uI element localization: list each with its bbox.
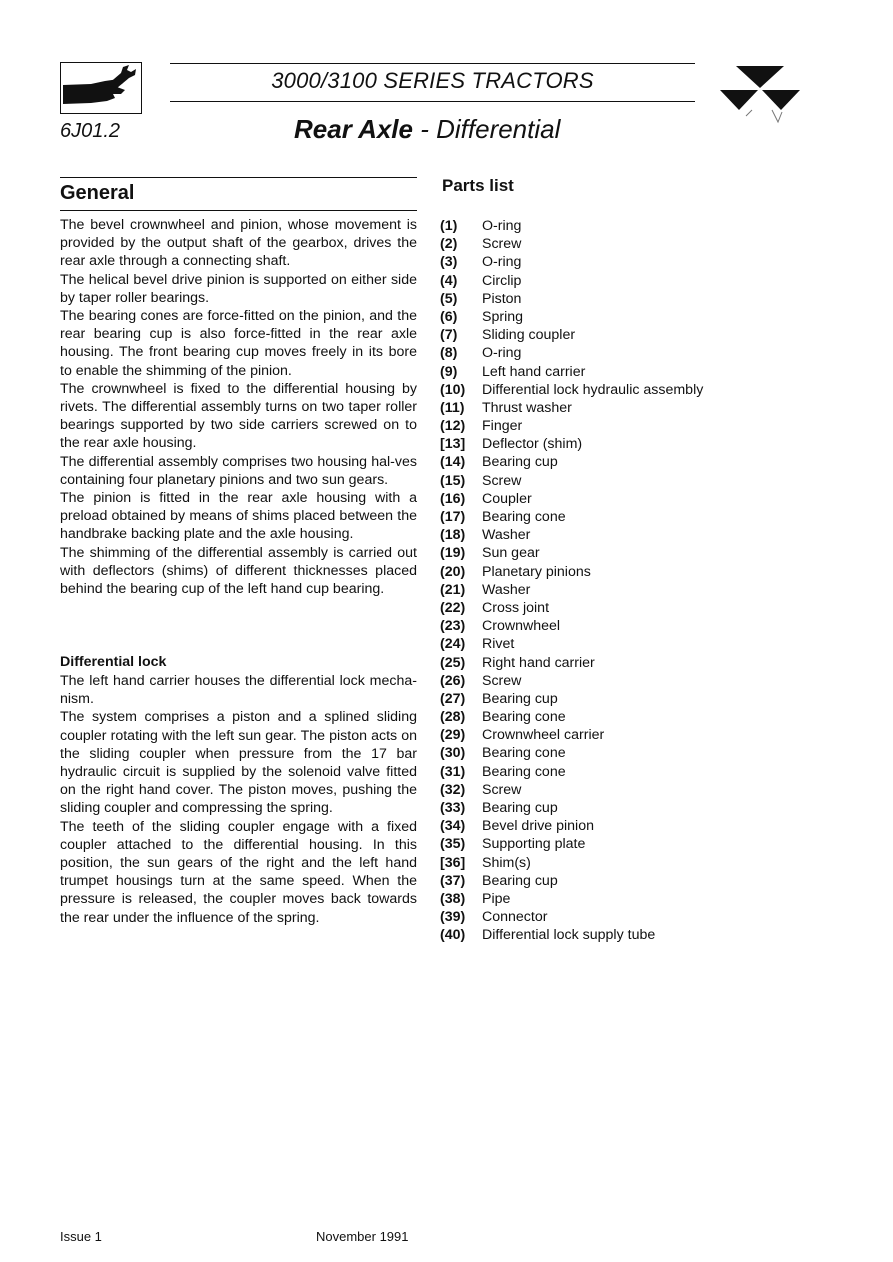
part-number: (37) — [440, 872, 466, 889]
header-rule-top — [170, 63, 695, 64]
part-number: (31) — [440, 763, 466, 780]
section-title-rest: - Differential — [413, 114, 561, 144]
part-name: O-ring — [482, 345, 522, 362]
brand-triangles-graphic — [718, 64, 802, 124]
part-name: Bearing cup — [482, 872, 558, 889]
list-item — [440, 617, 760, 635]
list-item — [440, 363, 760, 381]
general-rule-bottom — [60, 210, 417, 211]
part-number: (22) — [440, 599, 466, 616]
part-number: (29) — [440, 727, 466, 744]
part-name: Bearing cup — [482, 800, 558, 816]
general-rule-top — [60, 177, 417, 178]
part-name: Screw — [482, 672, 522, 689]
part-number: (32) — [440, 781, 466, 798]
list-item — [440, 835, 760, 853]
part-number: (4) — [440, 272, 458, 289]
document-code: 6J01.2 — [60, 120, 121, 142]
part-number: (1) — [440, 218, 458, 234]
paragraph: The shimming of the differential assembly is carried out with deflectors (shims) of different thicknesses placed behind the bearing cup of the left hand cup bearing. — [60, 544, 417, 598]
differential-lock-heading: Differential lock — [60, 654, 167, 670]
part-number: (2) — [440, 236, 458, 253]
part-name: Shim(s) — [482, 854, 531, 871]
paragraph: The crownwheel is fixed to the differential housing by rivets. The differential assembly turns on two taper roller bearings supported by two side carriers screwed on to the rear axle housing. — [60, 380, 417, 452]
part-name: Bearing cone — [482, 763, 566, 780]
part-number: (20) — [440, 563, 466, 580]
part-number: (12) — [440, 418, 466, 435]
part-number: (26) — [440, 672, 466, 689]
part-name: Bearing cup — [482, 454, 558, 471]
list-item — [440, 253, 760, 271]
part-number: (19) — [440, 545, 466, 562]
list-item — [440, 344, 760, 362]
part-number: (8) — [440, 345, 458, 362]
list-item — [440, 854, 760, 872]
part-number: (15) — [440, 472, 466, 489]
part-number: (40) — [440, 927, 466, 944]
list-item — [440, 381, 760, 399]
part-number: (39) — [440, 909, 466, 926]
paragraph: The bearing cones are force-fitted on the pinion, and the rear bearing cup is also force-fitted in the rear axle housing. The front bearing cup moves freely in its bore to enable the shimming of the pinion. — [60, 308, 417, 379]
list-item — [440, 399, 760, 417]
list-item — [440, 654, 760, 672]
part-name: Circlip — [482, 272, 522, 289]
part-number: (35) — [440, 836, 466, 853]
part-number: (18) — [440, 527, 466, 544]
list-item — [440, 563, 760, 581]
list-item — [440, 690, 760, 708]
part-name: Deflector (shim) — [482, 436, 583, 453]
list-item — [440, 872, 760, 890]
part-number: [36] — [440, 854, 466, 871]
list-item — [440, 217, 760, 235]
part-number: (33) — [440, 800, 466, 816]
part-name: Sun gear — [482, 545, 540, 562]
part-name: Sliding coupler — [482, 327, 576, 344]
part-name: Coupler — [482, 490, 532, 507]
list-item — [440, 417, 760, 435]
part-number: (9) — [440, 363, 458, 380]
part-name: Finger — [482, 418, 523, 435]
part-number: [13] — [440, 436, 466, 453]
section-title-bold: Rear Axle — [294, 114, 413, 144]
part-name: Screw — [482, 472, 522, 489]
issue-label: Issue 1 — [60, 1229, 102, 1244]
differential-lock-body — [60, 672, 417, 927]
part-name: Screw — [482, 236, 522, 253]
paragraph: The pinion is fitted in the rear axle housing with a preload obtained by means of shims placed between the handbrake backing plate and the axle housing. — [60, 490, 417, 543]
part-number: (7) — [440, 327, 458, 344]
part-name: O-ring — [482, 218, 522, 234]
part-number: (16) — [440, 490, 466, 507]
part-name: Crownwheel carrier — [482, 727, 605, 744]
part-number: (10) — [440, 381, 466, 398]
part-number: (5) — [440, 290, 458, 307]
part-number: (6) — [440, 308, 458, 325]
paragraph: The helical bevel drive pinion is supported on either side by taper roller bearings. — [60, 271, 417, 306]
part-name: Differential lock hydraulic assembly — [482, 381, 704, 398]
part-name: Piston — [482, 290, 522, 307]
part-name: Rivet — [482, 636, 515, 653]
list-item — [440, 908, 760, 926]
part-name: Bearing cone — [482, 745, 566, 762]
part-name: Spring — [482, 308, 524, 325]
part-name: Left hand carrier — [482, 363, 586, 380]
issue-date: November 1991 — [316, 1229, 409, 1244]
part-name: Planetary pinions — [482, 563, 591, 580]
part-name: Bearing cone — [482, 709, 566, 726]
part-name: Bearing cup — [482, 690, 558, 707]
parts-list — [440, 217, 760, 945]
parts-list-heading: Parts list — [442, 176, 514, 195]
list-item — [440, 235, 760, 253]
part-name: Thrust washer — [482, 399, 572, 416]
list-item — [440, 472, 760, 490]
paragraph: The system comprises a piston and a splined sliding coupler rotating with the left sun gear. The piston acts on the sliding coupler when pressure from the 17 bar hydraulic circuit is supplied by the solenoid valve fitted on the right hand cover. The piston moves, pushing the sliding coupler and compressing the spring. — [60, 709, 417, 817]
part-name: Crownwheel — [482, 618, 561, 635]
list-item — [440, 726, 760, 744]
list-item — [440, 435, 760, 453]
part-name: Bearing cone — [482, 509, 566, 525]
list-item — [440, 490, 760, 508]
list-item — [440, 781, 760, 799]
part-name: Washer — [482, 527, 531, 544]
part-number: (38) — [440, 890, 466, 907]
part-name: Washer — [482, 581, 531, 598]
part-name: Supporting plate — [482, 836, 586, 853]
part-number: (11) — [440, 399, 465, 416]
part-name: Connector — [482, 909, 548, 926]
list-item — [440, 744, 760, 762]
list-item — [440, 544, 760, 562]
part-number: (30) — [440, 745, 466, 762]
list-item — [440, 272, 760, 290]
paragraph: The left hand carrier houses the differential lock mecha-nism. — [60, 673, 417, 708]
triple-triangle-brand-icon — [718, 64, 802, 124]
general-body — [60, 216, 417, 598]
part-number: (27) — [440, 690, 466, 707]
part-number: (25) — [440, 654, 466, 671]
paragraph: The differential assembly comprises two housing hal-ves containing four planetary pinions and two sun gears. — [60, 453, 417, 488]
paragraph: The teeth of the sliding coupler engage with a fixed coupler attached to the differential housing. In this position, the sun gears of the right and the left hand trumpet housings turn at the same speed. When the pressure is released, the coupler moves back towards the rear under the influence of the spring. — [60, 818, 417, 926]
list-item — [440, 708, 760, 726]
part-number: (17) — [440, 509, 466, 525]
part-name: Cross joint — [482, 599, 550, 616]
list-item — [440, 672, 760, 690]
part-name: Differential lock supply tube — [482, 927, 656, 944]
part-name: Bevel drive pinion — [482, 818, 594, 835]
part-number: (21) — [440, 581, 466, 598]
hand-wrench-icon — [60, 62, 142, 114]
list-item — [440, 308, 760, 326]
part-number: (28) — [440, 709, 466, 726]
list-item — [440, 926, 760, 944]
list-item — [440, 508, 760, 526]
list-item — [440, 599, 760, 617]
series-title: 3000/3100 SERIES TRACTORS — [271, 68, 594, 93]
list-item — [440, 799, 760, 817]
list-item — [440, 326, 760, 344]
list-item — [440, 290, 760, 308]
part-name: O-ring — [482, 254, 522, 271]
part-number: (14) — [440, 454, 466, 471]
hand-wrench-icon-graphic — [61, 63, 140, 112]
part-number: (23) — [440, 618, 466, 635]
list-item — [440, 817, 760, 835]
list-item — [440, 453, 760, 471]
part-name: Pipe — [482, 890, 511, 907]
list-item — [440, 763, 760, 781]
list-item — [440, 581, 760, 599]
list-item — [440, 635, 760, 653]
part-name: Right hand carrier — [482, 654, 595, 671]
section-title — [294, 114, 560, 145]
paragraph: The bevel crownwheel and pinion, whose movement is provided by the output shaft of the gearbox, drives the rear axle through a connecting shaft. — [60, 217, 417, 270]
part-number: (3) — [440, 254, 458, 271]
list-item — [440, 890, 760, 908]
part-name: Screw — [482, 781, 522, 798]
part-number: (34) — [440, 818, 466, 835]
list-item — [440, 526, 760, 544]
part-number: (24) — [440, 636, 466, 653]
header-rule-bottom — [170, 101, 695, 102]
general-heading: General — [60, 182, 135, 204]
